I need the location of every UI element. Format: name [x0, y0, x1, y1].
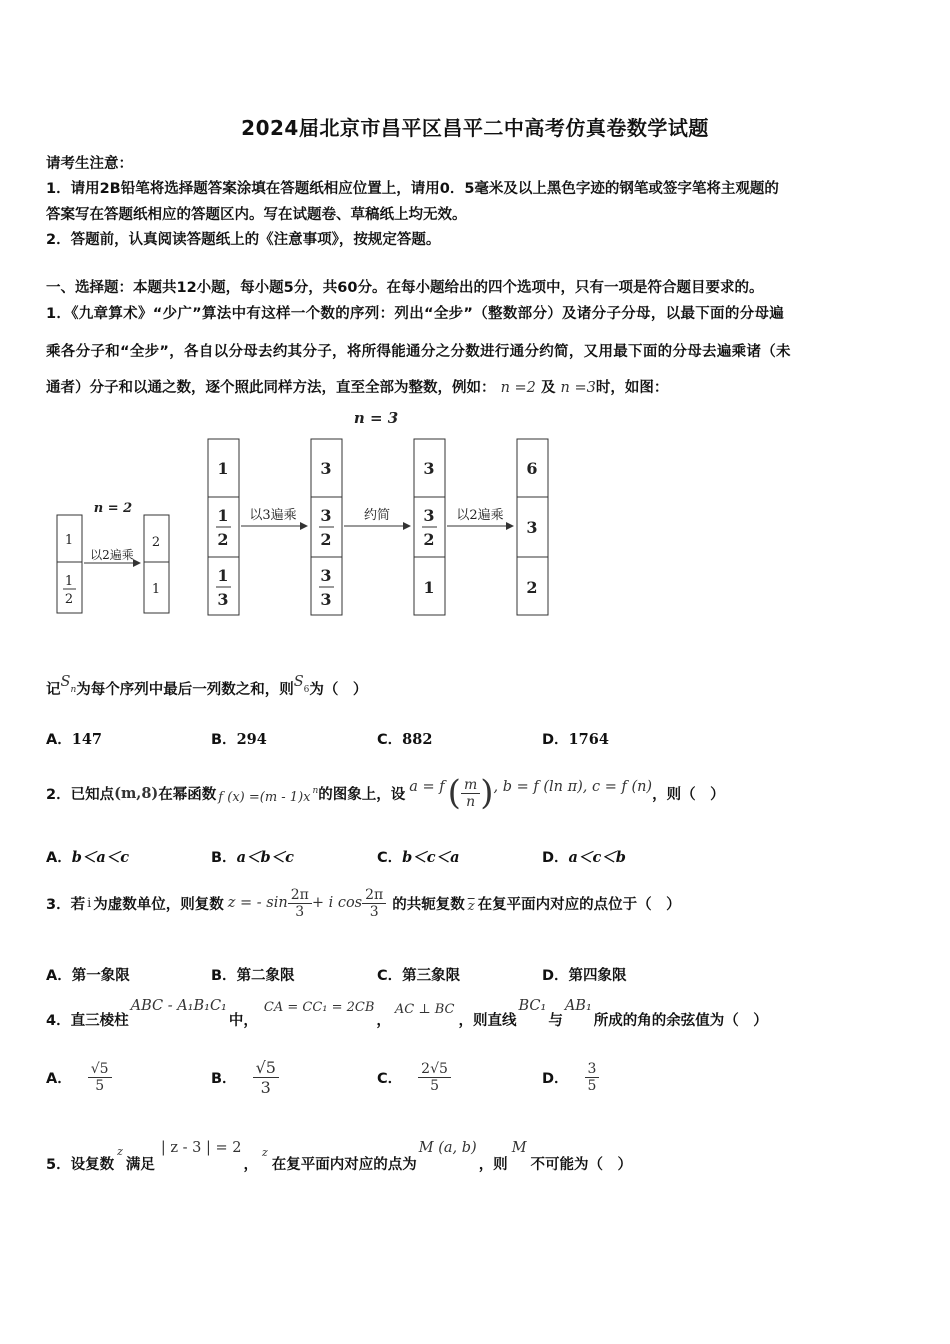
- q2-prefix: 2．已知点: [46, 786, 115, 803]
- diagram-arrow3-label: 以2遍乘: [456, 508, 504, 523]
- q4-option-b[interactable]: [211, 1058, 279, 1097]
- diagram-arrow2-label: 约简: [363, 508, 391, 523]
- q3-frac-den: 3: [295, 903, 305, 920]
- q5-point: M (a, b): [418, 1140, 477, 1156]
- q1-line-3: [46, 376, 668, 397]
- q3-prefix: 3．若: [46, 896, 86, 913]
- q3-option-b[interactable]: [211, 964, 295, 985]
- q2-right-paren: ): [480, 773, 494, 813]
- option-label: B．: [211, 968, 237, 984]
- diagram-cell: 1: [217, 459, 229, 478]
- q4-mid: 中，: [228, 1013, 258, 1029]
- q5-comma: ，: [243, 1157, 258, 1173]
- option-fraction: [585, 1061, 600, 1094]
- q2-func: f (x) =(m - 1)x: [218, 789, 311, 805]
- q3-mid: 为虚数单位，则复数: [93, 896, 224, 913]
- q4-comma: ，: [376, 1013, 391, 1029]
- q1-line-3-text: 通者）分子和以通之数，逐个照此同样方法，直至全部为整数，例如：: [46, 380, 496, 396]
- q2-frac-num: m: [461, 777, 480, 794]
- q4-and: 与: [548, 1013, 563, 1029]
- q1-question-b: 为每个序列中最后一列数之和，则: [76, 682, 294, 698]
- q1-n3: n =3: [560, 380, 596, 396]
- q2-left-paren: (: [447, 773, 461, 813]
- option-frac-den: 5: [587, 1078, 597, 1094]
- q3-z-eq: z = - sin: [227, 895, 288, 911]
- option-frac-den: 5: [430, 1078, 439, 1094]
- notice-item-1-line-2: 答案写在答题纸相应的答题区内。写在试题卷、草稿纸上均无效。: [46, 207, 467, 223]
- option-label: B．: [211, 1071, 237, 1087]
- q3-frac2-den: 3: [369, 903, 379, 920]
- option-value: a＜c＜b: [568, 849, 626, 866]
- option-label: C．: [377, 968, 403, 984]
- q4-mid2: ，则直线: [458, 1013, 517, 1029]
- q2-func-exp: n: [312, 786, 319, 796]
- option-value: b＜a＜c: [71, 849, 130, 866]
- diagram-cell: 6: [526, 459, 538, 478]
- diagram-cell: 2: [151, 535, 161, 550]
- option-frac-den: 3: [260, 1078, 271, 1097]
- q1-line-2: 乘各分子和“全步”，各自以分母去约其分子，将所得能通分之分数进行通分约简，又用最下面的分母去遍乘诸（未: [46, 344, 791, 360]
- q1-n2: n =2: [500, 380, 536, 396]
- q2-fraction: [461, 777, 480, 810]
- option-value: 第一象限: [71, 968, 130, 984]
- q4-stem: [46, 998, 768, 1034]
- option-label: A．: [46, 850, 72, 866]
- q2-option-d[interactable]: [542, 846, 626, 867]
- q5-z2: z: [261, 1146, 268, 1159]
- diagram-cell: 1: [64, 574, 74, 589]
- option-value: 294: [236, 731, 267, 748]
- q4-line2: AB₁: [564, 998, 592, 1014]
- q2-frac-den: n: [466, 793, 476, 810]
- option-label: A．: [46, 1071, 72, 1087]
- diagram-cell: 1: [151, 582, 161, 597]
- q1-question: [46, 674, 368, 701]
- q2-stem: [46, 767, 725, 819]
- q1-question-c: 为（ ）: [309, 682, 368, 698]
- diagram-cell: 3: [320, 459, 332, 478]
- notice-item-2: 2．答题前，认真阅读答题纸上的《注意事项》，按规定答题。: [46, 232, 441, 248]
- q3-fraction-1: [288, 887, 312, 920]
- diagram-cell: 1: [217, 506, 229, 525]
- q4-prefix: 4．直三棱柱: [46, 1013, 129, 1029]
- option-label: B．: [211, 850, 237, 866]
- q1-S6: S: [293, 674, 304, 690]
- option-frac-num: √5: [88, 1061, 112, 1078]
- q2-point: (m,8): [114, 784, 159, 802]
- q2-mid: 在幂函数: [158, 786, 217, 803]
- q1-option-a[interactable]: [46, 728, 102, 749]
- q5-cond: | z - 3 | = 2: [160, 1140, 242, 1156]
- option-fraction: [418, 1061, 451, 1094]
- q1-and: 及: [540, 380, 556, 396]
- q3-frac-num: 2π: [288, 887, 312, 904]
- q2-option-b[interactable]: [211, 846, 294, 867]
- q2-option-c[interactable]: [377, 846, 460, 867]
- notice-item-1-line-1: 1．请用2B铅笔将选择题答案涂填在答题纸相应位置上，请用0．5毫米及以上黑色字迹的钢笔或签字笔将主观题的: [46, 181, 779, 197]
- option-value: 第二象限: [236, 968, 295, 984]
- q2-a-eq: a = f: [409, 779, 445, 795]
- q1-option-c[interactable]: [377, 728, 432, 749]
- q1-Sn-sub: n: [70, 684, 77, 695]
- page-title: 2024届北京市昌平区昌平二中高考仿真卷数学试题: [241, 116, 709, 140]
- q4-cond1: CA = CC₁ = 2CB: [263, 1000, 375, 1015]
- diagram-cell: 3: [423, 506, 435, 525]
- diagram-cell: 2: [64, 592, 74, 607]
- q5-M: M: [511, 1140, 527, 1156]
- option-frac-num: 2√5: [418, 1061, 451, 1078]
- q5-mid3: ，则: [478, 1157, 508, 1173]
- q3-suffix: 在复平面内对应的点位于（ ）: [477, 896, 681, 913]
- option-label: D．: [542, 732, 569, 748]
- q2-suffix: ，则（ ）: [652, 786, 725, 803]
- diagram-cell: 3: [320, 506, 332, 525]
- diagram-cell: 3: [217, 590, 229, 609]
- diagram-cell: 1: [217, 566, 229, 585]
- diagram-cell: 3: [320, 566, 332, 585]
- q3-option-d[interactable]: [542, 964, 627, 985]
- diagram-n3-label: n = 3: [353, 409, 399, 427]
- diagram-cell: 2: [423, 530, 435, 549]
- q4-option-c[interactable]: [377, 1061, 451, 1094]
- option-value: 1764: [568, 731, 609, 748]
- q1-Sn: S: [60, 674, 71, 690]
- option-value: 147: [71, 731, 103, 748]
- option-label: D．: [542, 1071, 569, 1087]
- q3-stem: [46, 880, 681, 926]
- option-label: C．: [377, 732, 403, 748]
- option-value: 第四象限: [568, 968, 627, 984]
- section-heading: 一、选择题：本题共12小题，每小题5分，共60分。在每小题给出的四个选项中，只有一项是符合题目要求的。: [46, 280, 764, 296]
- option-value: b＜c＜a: [402, 849, 460, 866]
- q2-option-a[interactable]: [46, 846, 129, 867]
- q1-line-3-end: 时，如图：: [595, 380, 669, 396]
- option-label: A．: [46, 968, 72, 984]
- q3-fraction-2: [362, 887, 386, 920]
- option-label: C．: [377, 1071, 403, 1087]
- diagram-cell: 2: [320, 530, 332, 549]
- option-fraction: [253, 1058, 279, 1097]
- diagram-cell: 2: [217, 530, 229, 549]
- option-label: B．: [211, 732, 237, 748]
- q4-cond2: AC ⊥ BC: [394, 1002, 455, 1017]
- q3-frac2-num: 2π: [362, 887, 386, 904]
- option-label: D．: [542, 968, 569, 984]
- q4-option-a[interactable]: [46, 1061, 112, 1094]
- diagram-cell: 1: [64, 533, 74, 548]
- diagram-cell: 1: [423, 578, 435, 597]
- option-label: D．: [542, 850, 569, 866]
- q5-z: z: [117, 1145, 123, 1158]
- q4-prism: ABC - A₁B₁C₁: [130, 998, 227, 1014]
- q1-option-b[interactable]: [211, 728, 267, 749]
- q2-rest: , b = f (ln π), c = f (n): [493, 779, 653, 795]
- diagram-cell: 3: [526, 518, 538, 537]
- option-frac-den: 5: [95, 1078, 105, 1094]
- diagram-arrow1-label: 以3遍乘: [249, 508, 297, 523]
- q5-mid2: 在复平面内对应的点为: [271, 1157, 417, 1173]
- option-label: C．: [377, 850, 403, 866]
- q4-suffix: 所成的角的余弦值为（ ）: [593, 1013, 768, 1029]
- q3-i: i: [87, 895, 92, 911]
- option-value: 882: [402, 731, 433, 748]
- q4-line1: BC₁: [518, 998, 547, 1014]
- q1-option-d[interactable]: [542, 728, 609, 749]
- option-fraction: [88, 1061, 112, 1094]
- q1-S6-sub: 6: [303, 684, 310, 695]
- option-label: A．: [46, 732, 72, 748]
- option-frac-num: √5: [253, 1058, 279, 1078]
- option-frac-num: 3: [585, 1061, 600, 1078]
- q3-option-c[interactable]: [377, 964, 460, 985]
- q5-suffix: 不可能为（ ）: [530, 1157, 633, 1173]
- diagram-cell: 3: [423, 459, 435, 478]
- option-value: a＜b＜c: [236, 849, 294, 866]
- q4-option-d[interactable]: [542, 1061, 599, 1094]
- q5-stem: [46, 1140, 632, 1176]
- q3-plus: + i cos: [311, 895, 363, 911]
- diagram-n2-label: n = 2: [93, 501, 133, 516]
- sequence-diagram: [0, 400, 950, 630]
- q2-mid2: 的图象上，设: [318, 786, 406, 803]
- notice-heading: 请考生注意：: [46, 156, 133, 172]
- diagram-arrow-n2-label: 以2遍乘: [90, 548, 134, 562]
- q3-option-a[interactable]: [46, 964, 130, 985]
- q5-prefix: 5．设复数: [46, 1157, 115, 1173]
- q3-mid2: 的共轭复数: [392, 896, 465, 913]
- q1-question-a: 记: [46, 682, 61, 698]
- q1-line-1: 1．《九章算术》“少广”算法中有这样一个数的序列：列出“全步”（整数部分）及诸分子分母，以最下面的分母遍: [46, 306, 785, 322]
- diagram-cell: 2: [526, 578, 538, 597]
- option-value: 第三象限: [402, 968, 461, 984]
- diagram-cell: 3: [320, 590, 332, 609]
- q3-zbar: $\overline{z}$: [467, 898, 475, 914]
- q5-mid: 满足: [125, 1157, 155, 1173]
